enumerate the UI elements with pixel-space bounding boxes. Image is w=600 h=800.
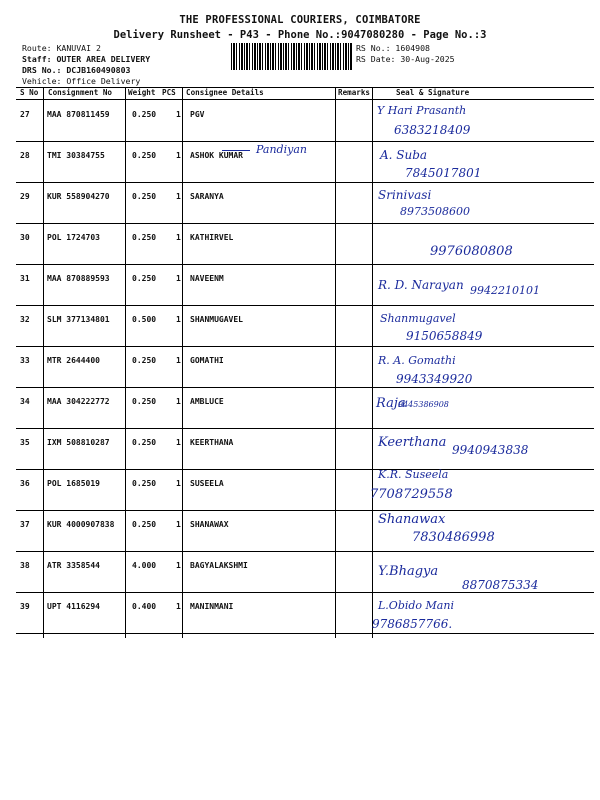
cell-consignment: KUR 4000907838 xyxy=(47,520,115,529)
cell-consignee: NAVEENM xyxy=(190,274,224,283)
cell-sno: 39 xyxy=(20,602,30,611)
strikethrough-mark xyxy=(222,150,250,151)
cell-consignee: SARANYA xyxy=(190,192,224,201)
cell-pcs: 1 xyxy=(176,602,181,611)
table-row xyxy=(16,100,594,141)
cell-consignee: BAGYALAKSHMI xyxy=(190,561,248,570)
signature-name: Y Hari Prasanth xyxy=(377,104,467,117)
cell-sno: 27 xyxy=(20,110,30,119)
cell-consignee: KEERTHANA xyxy=(190,438,234,447)
cell-pcs: 1 xyxy=(176,274,181,283)
cell-weight: 0.250 xyxy=(132,438,157,447)
cell-pcs: 1 xyxy=(176,192,181,201)
company-title: THE PROFESSIONAL COURIERS, COIMBATORE xyxy=(179,14,421,26)
cell-consignment: MAA 870811459 xyxy=(47,110,110,119)
cell-consignment: ATR 3358544 xyxy=(47,561,100,570)
cell-pcs: 1 xyxy=(176,520,181,529)
cell-weight: 0.250 xyxy=(132,520,157,529)
signature-name: A. Suba xyxy=(380,148,428,162)
cell-pcs: 1 xyxy=(176,315,181,324)
handwritten-correction: Pandiyan xyxy=(256,143,307,156)
cell-consignee: SHANMUGAVEL xyxy=(190,315,243,324)
table-row xyxy=(16,182,594,223)
signature-name: L.Obido Mani xyxy=(378,599,454,612)
signature-phone: 9943349920 xyxy=(396,372,473,386)
col-consignment: Consignment No xyxy=(48,88,113,97)
cell-consignment: MAA 870889593 xyxy=(47,274,110,283)
drs-label: DRS No.: DCJB160490803 xyxy=(22,65,131,75)
cell-consignment: IXM 508810287 xyxy=(47,438,110,447)
cell-weight: 0.250 xyxy=(132,233,157,242)
signature-phone: 8973508600 xyxy=(400,205,470,218)
staff-label: Staff: OUTER AREA DELIVERY xyxy=(22,54,151,64)
cell-sno: 30 xyxy=(20,233,30,242)
signature-phone: 9150658849 xyxy=(406,329,483,343)
barcode-image xyxy=(231,43,353,70)
cell-sno: 28 xyxy=(20,151,30,160)
cell-weight: 0.250 xyxy=(132,110,157,119)
cell-weight: 0.250 xyxy=(132,192,157,201)
cell-pcs: 1 xyxy=(176,479,181,488)
cell-sno: 35 xyxy=(20,438,30,447)
cell-consignee: ASHOK KUMAR xyxy=(190,151,243,160)
vehicle-label: Vehicle: Office Delivery xyxy=(22,76,141,86)
table-row xyxy=(16,510,594,551)
signature-name: Keerthana xyxy=(378,435,447,450)
cell-consignment: POL 1685019 xyxy=(47,479,100,488)
signature-phone: 9786857766. xyxy=(372,617,453,631)
rs-date: RS Date: 30-Aug-2025 xyxy=(356,54,455,64)
signature-phone: 7830486998 xyxy=(412,530,495,545)
route-label: Route: KANUVAI 2 xyxy=(22,43,101,53)
table-row xyxy=(16,387,594,428)
signature-phone: 9940943838 xyxy=(452,443,529,457)
signature-name: Srinivasi xyxy=(378,188,432,202)
col-sno: S No xyxy=(20,88,39,97)
signature-name: K.R. Suseela xyxy=(378,468,449,481)
cell-sno: 33 xyxy=(20,356,30,365)
cell-weight: 0.250 xyxy=(132,274,157,283)
cell-consignee: KATHIRVEL xyxy=(190,233,234,242)
cell-sno: 34 xyxy=(20,397,30,406)
col-pcs: PCS xyxy=(162,88,176,97)
cell-consignment: MAA 304222772 xyxy=(47,397,110,406)
cell-pcs: 1 xyxy=(176,397,181,406)
signature-name: Y.Bhagya xyxy=(378,564,439,579)
signature-name: Shanmugavel xyxy=(380,312,456,325)
cell-pcs: 1 xyxy=(176,438,181,447)
cell-sno: 32 xyxy=(20,315,30,324)
cell-consignee: MANINMANI xyxy=(190,602,234,611)
cell-sno: 37 xyxy=(20,520,30,529)
signature-name: Raja xyxy=(376,396,406,411)
cell-weight: 0.250 xyxy=(132,356,157,365)
signature-phone: 6383218409 xyxy=(394,123,471,137)
cell-weight: 4.000 xyxy=(132,561,157,570)
cell-consignment: KUR 558904270 xyxy=(47,192,110,201)
signature-phone: 9976080808 xyxy=(430,244,513,259)
signature-phone: 8870875334 xyxy=(462,578,539,592)
signature-phone: 9942210101 xyxy=(470,284,540,297)
cell-consignment: TMI 30384755 xyxy=(47,151,105,160)
signature-name: R. D. Narayan xyxy=(378,278,464,292)
cell-sno: 38 xyxy=(20,561,30,570)
signature-phone: 7845017801 xyxy=(405,166,482,180)
cell-pcs: 1 xyxy=(176,233,181,242)
table-row xyxy=(16,305,594,346)
cell-weight: 0.250 xyxy=(132,479,157,488)
table-row xyxy=(16,592,594,633)
signature-phone: 7708729558 xyxy=(370,487,453,502)
col-remarks: Remarks xyxy=(338,88,371,97)
signature-name: Shanawax xyxy=(378,512,446,527)
cell-pcs: 1 xyxy=(176,151,181,160)
cell-weight: 0.400 xyxy=(132,602,157,611)
cell-pcs: 1 xyxy=(176,356,181,365)
cell-consignment: SLM 377134801 xyxy=(47,315,110,324)
cell-consignee: GOMATHI xyxy=(190,356,224,365)
cell-consignee: PGV xyxy=(190,110,205,119)
cell-sno: 31 xyxy=(20,274,30,283)
cell-consignee: SHANAWAX xyxy=(190,520,229,529)
cell-pcs: 1 xyxy=(176,561,181,570)
row-divider xyxy=(16,633,594,634)
cell-weight: 0.500 xyxy=(132,315,157,324)
route-info xyxy=(22,43,150,87)
cell-sno: 29 xyxy=(20,192,30,201)
cell-pcs: 1 xyxy=(176,110,181,119)
cell-sno: 36 xyxy=(20,479,30,488)
signature-phone: 9445386908 xyxy=(398,400,449,409)
table-row xyxy=(16,346,594,387)
cell-consignee: AMBLUCE xyxy=(190,397,224,406)
signature-name: R. A. Gomathi xyxy=(378,354,456,367)
rs-number: RS No.: 1604908 xyxy=(356,43,430,53)
cell-consignment: MTR 2644400 xyxy=(47,356,100,365)
cell-consignment: UPT 4116294 xyxy=(47,602,100,611)
runsheet-subtitle: Delivery Runsheet - P43 - Phone No.:9047080280 - Page No.:3 xyxy=(113,29,487,41)
cell-weight: 0.250 xyxy=(132,151,157,160)
col-seal: Seal & Signature xyxy=(396,88,470,97)
col-weight: Weight xyxy=(128,88,156,97)
col-consignee: Consignee Details xyxy=(186,88,264,97)
rs-info xyxy=(356,43,455,65)
cell-weight: 0.250 xyxy=(132,397,157,406)
cell-consignee: SUSEELA xyxy=(190,479,224,488)
table-row xyxy=(16,469,594,510)
cell-consignment: POL 1724703 xyxy=(47,233,100,242)
